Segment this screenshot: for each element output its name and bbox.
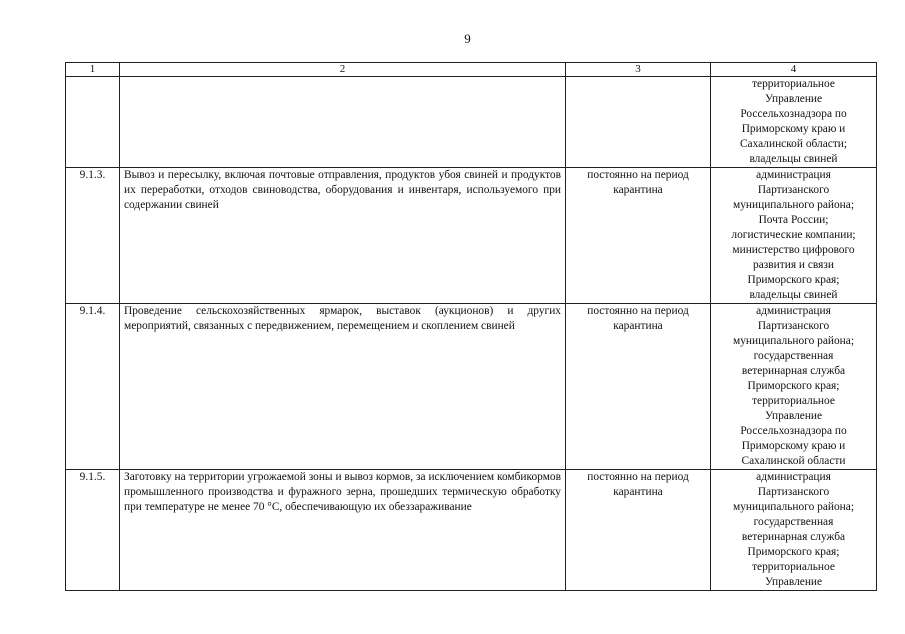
responsible-line: Приморского края; (747, 274, 840, 286)
period-cell (566, 77, 711, 168)
responsible-line: администрация (756, 305, 831, 317)
measure-description (120, 77, 566, 168)
responsible-cell (711, 168, 877, 304)
measure-description: Проведение сельскохозяйственных ярмарок, выставок (аукционов) и других мероприятий, связанных с передвижением, перемещением и скоплением свиней (120, 304, 566, 470)
column-header-1: 1 (66, 63, 120, 77)
responsible-line: Приморского края; (747, 546, 840, 558)
period-cell (566, 168, 711, 304)
table-row (66, 304, 877, 470)
period-line: постоянно на период (587, 305, 689, 317)
responsible-line: администрация (756, 471, 831, 483)
period-line: карантина (613, 184, 663, 196)
period-line: постоянно на период (587, 471, 689, 483)
responsible-line: Россельхознадзора по (740, 108, 847, 120)
responsible-line: ветеринарная служба (741, 531, 846, 543)
responsible-line: Почта России; (758, 214, 829, 226)
period-line: карантина (613, 486, 663, 498)
responsible-line: Приморского края; (747, 380, 840, 392)
responsible-line: Управление (764, 93, 823, 105)
responsible-line: логистические компании; (731, 229, 856, 241)
responsible-line: администрация (756, 169, 831, 181)
table-header-row (66, 63, 877, 77)
item-number: 9.1.5. (66, 470, 120, 591)
responsible-line: Партизанского (757, 486, 830, 498)
responsible-line: Управление (764, 410, 823, 422)
responsible-line: Сахалинской области; (739, 138, 848, 150)
item-number: 9.1.4. (66, 304, 120, 470)
responsible-line: Сахалинской области (741, 455, 846, 467)
responsible-cell (711, 470, 877, 591)
responsible-line: Приморскому краю и (741, 440, 846, 452)
responsible-line: территориальное (752, 78, 835, 90)
responsible-line: государственная (753, 516, 834, 528)
responsible-cell (711, 77, 877, 168)
responsible-line: Партизанского (757, 320, 830, 332)
column-header-2: 2 (120, 63, 566, 77)
table-row (66, 470, 877, 591)
responsible-line: территориальное (752, 561, 835, 573)
responsible-line: Партизанского (757, 184, 830, 196)
table-row (66, 168, 877, 304)
item-number (66, 77, 120, 168)
responsible-line: государственная (753, 350, 834, 362)
responsible-line: владельцы свиней (749, 153, 838, 165)
responsible-line: развития и связи (753, 259, 834, 271)
responsible-line: ветеринарная служба (741, 365, 846, 377)
responsible-line: муниципального района; (733, 501, 854, 513)
responsible-line: территориальное (752, 395, 835, 407)
period-cell (566, 304, 711, 470)
responsible-line: Управление (764, 576, 823, 588)
responsible-cell (711, 304, 877, 470)
responsible-line: муниципального района; (733, 199, 854, 211)
period-line: карантина (613, 320, 663, 332)
measure-description: Вывоз и пересылку, включая почтовые отправления, продуктов убоя свиней и продуктов их переработки, отходов свиноводства, оборудования и инвентаря, используемого при содержании свиней (120, 168, 566, 304)
measures-table (65, 62, 877, 591)
responsible-line: муниципального района; (733, 335, 854, 347)
table-row (66, 77, 877, 168)
measure-description: Заготовку на территории угрожаемой зоны и вывоз кормов, за исключением комбикормов промышленного производства и фуражного зерна, прошедших термическую обработку при температуре не менее 70 °С, обеспечивающую их обеззараживание (120, 470, 566, 591)
column-header-3: 3 (566, 63, 711, 77)
responsible-line: Приморскому краю и (741, 123, 846, 135)
column-header-4: 4 (711, 63, 877, 77)
responsible-line: министерство цифрового (732, 244, 855, 256)
responsible-line: владельцы свиней (749, 289, 838, 301)
responsible-line: Россельхознадзора по (740, 425, 847, 437)
item-number: 9.1.3. (66, 168, 120, 304)
period-line: постоянно на период (587, 169, 689, 181)
page-number: 9 (464, 31, 471, 46)
period-cell (566, 470, 711, 591)
